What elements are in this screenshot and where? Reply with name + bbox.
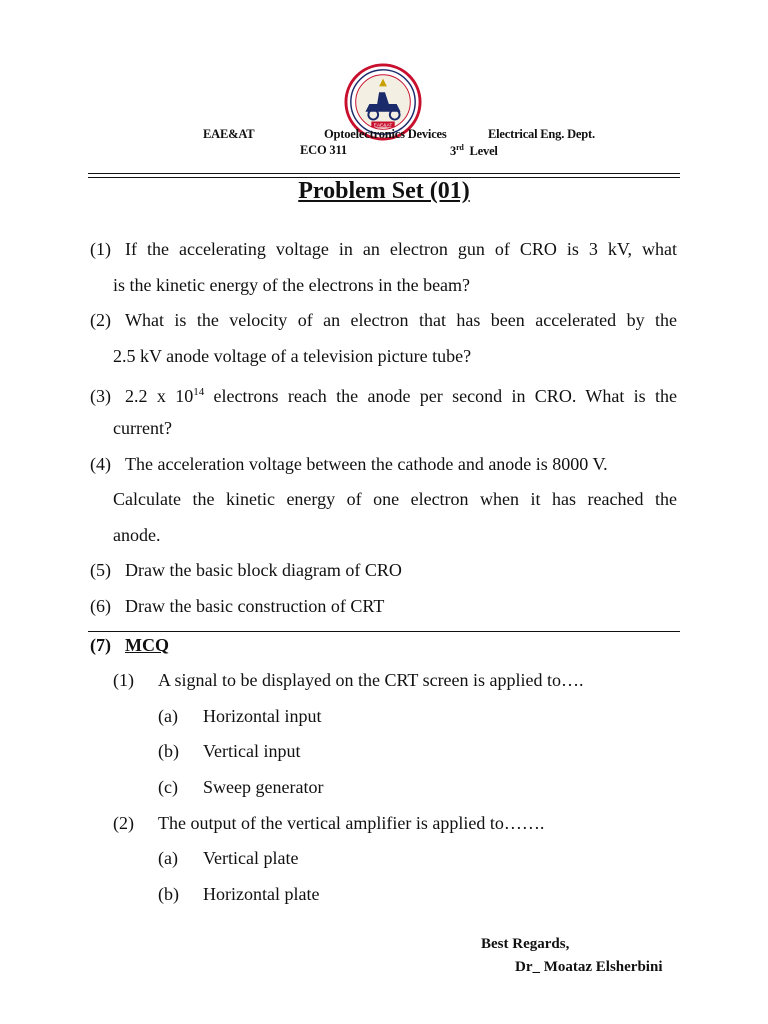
page-title: Problem Set (01) — [298, 178, 470, 204]
mcq-1-option-c: (c) Sweep generator — [158, 777, 324, 797]
question-4: (4) The acceleration voltage between the cathode and anode is 8000 V. — [90, 454, 608, 474]
question-2: (2) What is the velocity of an electron that has been accelerated by the — [90, 310, 677, 330]
mcq-1-option-a: (a) Horizontal input — [158, 706, 322, 726]
mcq-rule — [88, 631, 680, 632]
mcq-heading: (7) MCQ — [90, 635, 169, 655]
question-3: (3) 2.2 x $10^{14}$ electrons reach the anode per second in CRO. What is the — [90, 386, 677, 406]
header-course-code: ECO 311 — [300, 143, 347, 157]
mcq-question-2: (2) The output of the vertical amplifier is applied to……. — [113, 813, 545, 833]
header-level: 3rd Level — [450, 143, 498, 158]
mcq-2-option-b: (b) Horizontal plate — [158, 884, 320, 904]
question-1-cont: is the kinetic energy of the electrons in the beam? — [113, 275, 471, 295]
header-course-title: Optoelectronics Devices — [324, 127, 447, 141]
question-4-cont2: anode. — [113, 525, 161, 545]
question-2-cont: 2.5 kV anode voltage of a television picture tube? — [113, 346, 472, 366]
header-rule-top — [88, 173, 680, 174]
question-1: (1) If the accelerating voltage in an electron gun of CRO is 3 kV, what — [90, 239, 677, 259]
question-4-cont: Calculate the kinetic energy of one electron when it has reached the — [113, 489, 677, 509]
mcq-1-option-b: (b) Vertical input — [158, 741, 301, 761]
header-dept-short: EAE&AT — [203, 127, 255, 141]
mcq-question-1: (1) A signal to be displayed on the CRT screen is applied to…. — [113, 670, 584, 690]
question-6: (6) Draw the basic construction of CRT — [90, 596, 385, 616]
mcq-2-option-a: (a) Vertical plate — [158, 848, 299, 868]
question-3-cont: current? — [113, 418, 172, 438]
closing-regards: Best Regards, — [481, 936, 570, 952]
header-dept-name: Electrical Eng. Dept. — [488, 127, 595, 141]
question-5: (5) Draw the basic block diagram of CRO — [90, 560, 402, 580]
svg-text:EAE&AT: EAE&AT — [373, 123, 393, 129]
closing-author: Dr_ Moataz Elsherbini — [515, 959, 663, 975]
